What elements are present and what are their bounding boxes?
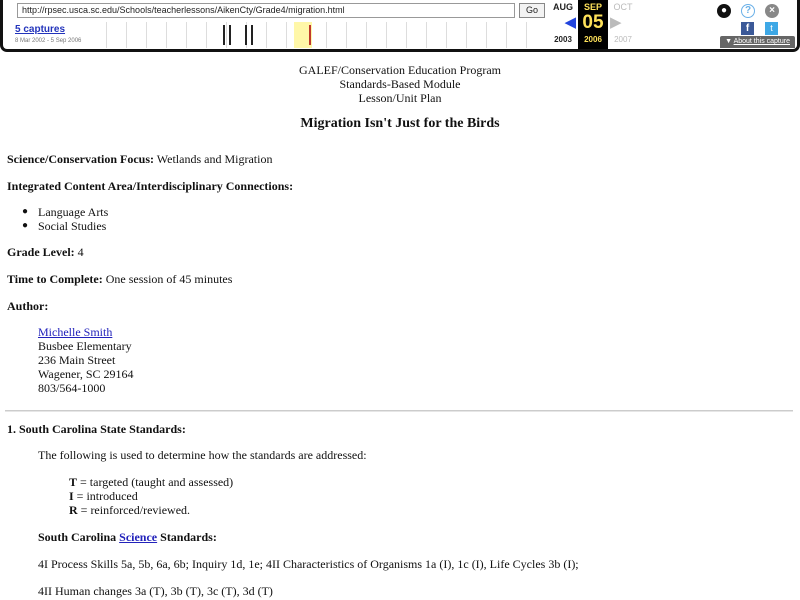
header-line: GALEF/Conservation Education Program [299,63,501,77]
current-month-column [578,0,608,49]
time-label: Time to Complete: [7,272,103,286]
prev-arrow-icon[interactable]: ◀ [564,14,576,31]
focus-label: Science/Conservation Focus: [7,152,154,166]
header-line: Standards-Based Module [339,77,461,91]
standards-line: 4I Process Skills 5a, 5b, 6a, 6b; Inquiry 1d, 1e; 4II Characteristics of Organisms 1a (I), 1c (I), Life Cycles 3b (I); [38,557,579,571]
year-tick [166,22,167,48]
legend-item-t [69,475,233,489]
about-capture-label: About this capture [733,38,790,45]
go-button[interactable]: Go [519,3,545,18]
next-month: OCT [613,2,633,12]
author-heading [7,299,48,313]
author-city: Wagener, SC 29164 [38,367,134,381]
facebook-icon[interactable]: f [741,22,754,35]
legend-key: R [69,503,78,517]
time-value: One session of 45 minutes [102,272,233,286]
legend-key: I [69,489,74,503]
year-tick [386,22,387,48]
author-label: Author: [7,299,49,313]
bullet-icon: ● [22,206,29,217]
year-tick [506,22,507,48]
standards-intro: The following is used to determine how the standards are addressed: [38,448,367,462]
science-standards-heading [38,530,217,544]
grade-value: 4 [74,245,84,259]
capture-calendar-nav [548,0,668,49]
science-heading-pre: South Carolina [38,530,120,544]
legend-key: T [69,475,78,489]
capture-mark[interactable] [223,25,225,45]
twitter-icon[interactable]: t [765,22,778,35]
current-month: SEP [583,2,602,12]
grade-label: Grade Level: [7,245,75,259]
year-tick [126,22,127,48]
focus-value: Wetlands and Migration [153,152,273,166]
standards-heading: 1. South Carolina State Standards: [7,422,186,436]
legend-item-r [69,503,190,517]
current-day: 05 [582,12,604,33]
science-heading-post: Standards: [157,530,217,544]
section-divider [5,410,793,412]
user-icon[interactable]: ● [717,4,731,18]
url-input[interactable]: http://rpsec.usca.sc.edu/Schools/teacherlessons/AikenCty/Grade4/migration.html [17,3,515,18]
year-tick [106,22,107,48]
capture-mark[interactable] [251,25,253,45]
list-item: Language Arts [38,205,109,219]
year-tick [486,22,487,48]
year-tick [326,22,327,48]
prev-year[interactable]: 2003 [554,35,572,44]
current-year: 2006 [584,35,602,44]
author-name-link[interactable]: Michelle Smith [38,325,113,339]
capture-date-range: 8 Mar 2002 - 5 Sep 2006 [15,38,82,44]
legend-desc: = introduced [73,489,138,503]
year-tick [466,22,467,48]
prev-month: AUG [553,2,573,12]
year-tick [146,22,147,48]
captures-link[interactable]: 5 captures [15,24,66,35]
capture-mark[interactable] [229,25,231,45]
year-tick [186,22,187,48]
year-tick [206,22,207,48]
help-icon[interactable]: ? [741,4,755,18]
year-tick [226,22,227,48]
year-tick [266,22,267,48]
prev-month-column[interactable] [548,0,578,49]
capture-timeline[interactable] [98,22,548,48]
legend-desc: = targeted (taught and assessed) [77,475,234,489]
close-icon[interactable]: × [765,4,779,18]
capture-mark[interactable] [245,25,247,45]
year-tick [446,22,447,48]
legend-item-i [69,489,138,503]
wayback-toolbar [0,0,800,52]
year-tick [346,22,347,48]
year-tick [406,22,407,48]
connections-heading: Integrated Content Area/Interdisciplinary Connections: [7,179,294,193]
next-year: 2007 [614,35,632,44]
header-line: Lesson/Unit Plan [358,91,442,105]
connections-label [7,179,293,193]
science-link[interactable]: Science [119,530,158,544]
current-capture-mark[interactable] [309,25,311,45]
focus-line [7,152,272,166]
section-heading [7,422,186,436]
legend-desc: = reinforced/reviewed. [77,503,191,517]
year-tick [366,22,367,48]
about-capture-button[interactable]: ▼ About this capture [720,36,795,48]
program-header [0,63,800,105]
list-item: Social Studies [38,219,107,233]
year-tick [426,22,427,48]
time-line [7,272,232,286]
year-tick [286,22,287,48]
next-arrow-icon: ▶ [610,14,622,31]
bullet-icon: ● [22,220,29,231]
standards-line: 4II Human changes 3a (T), 3b (T), 3c (T), 3d (T) [38,584,273,598]
next-month-column [608,0,638,49]
author-phone: 803/564-1000 [38,381,106,395]
grade-line [7,245,84,259]
author-block [38,325,134,395]
author-school: Busbee Elementary [38,339,132,353]
author-street: 236 Main Street [38,353,116,367]
page-title: Migration Isn't Just for the Birds [300,116,500,131]
year-tick [526,22,527,48]
document [0,52,800,395]
